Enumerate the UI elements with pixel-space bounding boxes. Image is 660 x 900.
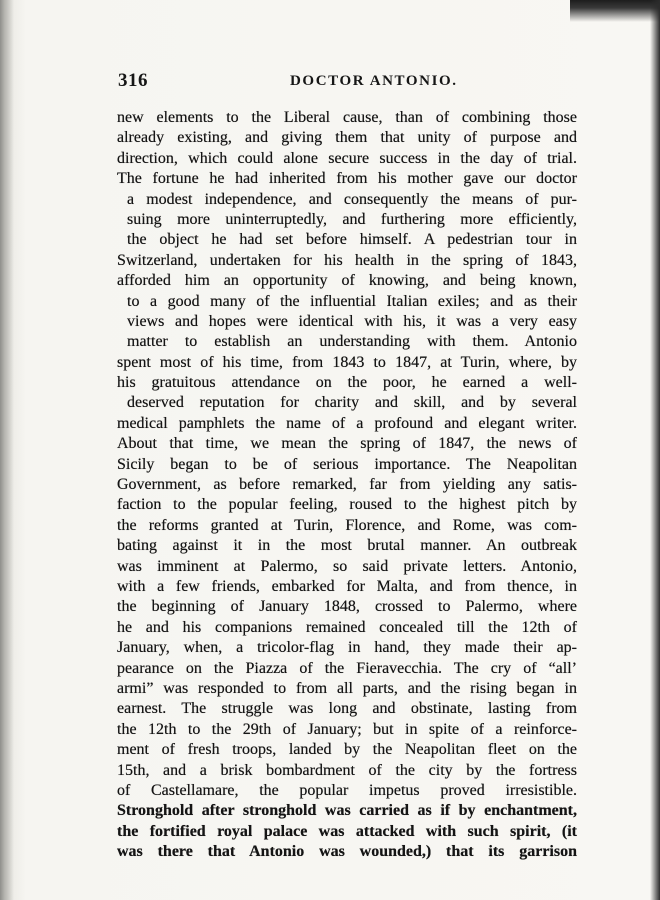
- text-line: faction to the popular feeling, roused to the highest pitch by: [117, 496, 577, 514]
- text-line: a modest independence, and consequently the means of pur-: [127, 190, 577, 208]
- text-line: January, when, a tricolor-flag in hand, they made their ap-: [117, 639, 577, 657]
- text-line: was there that Antonio was wounded,) that its garrison: [117, 843, 577, 861]
- text-line: matter to establish an understanding with them. Antonio: [127, 333, 577, 351]
- text-line: Switzerland, undertaken for his health in the spring of 1843,: [117, 251, 577, 269]
- running-head: DOCTOR ANTONIO.: [290, 73, 458, 89]
- text-line: the beginning of January 1848, crossed to Palermo, where: [117, 598, 577, 616]
- gutter-shadow: [0, 0, 14, 900]
- text-line: he and his companions remained concealed till the 12th of: [117, 618, 577, 636]
- page-number: 316: [118, 70, 148, 91]
- text-line: Stronghold after stronghold was carried as if by enchantment,: [117, 802, 577, 820]
- text-line: to a good many of the influential Italian exiles; and as their: [127, 292, 577, 310]
- text-line: earnest. The struggle was long and obstinate, lasting from: [117, 700, 577, 718]
- text-line: the fortified royal palace was attacked with such spirit, (it: [117, 822, 577, 840]
- text-line: views and hopes were identical with his, it was a very easy: [127, 312, 577, 330]
- body-text: [117, 108, 577, 862]
- page-header: [118, 70, 576, 96]
- text-line: 15th, and a brisk bombardment of the city by the fortress: [117, 761, 577, 779]
- text-line: armi” was responded to from all parts, and the rising began in: [117, 679, 577, 697]
- text-line: medical pamphlets the name of a profound and elegant writer.: [117, 414, 577, 432]
- scan-edge-top: [570, 0, 660, 22]
- text-line: Government, as before remarked, far from yielding any satis-: [117, 476, 577, 494]
- text-line: was imminent at Palermo, so said private letters. Antonio,: [117, 557, 577, 575]
- text-line: deserved reputation for charity and skill, and by several: [127, 394, 577, 412]
- text-line: new elements to the Liberal cause, than of combining those: [117, 109, 577, 126]
- text-line: The fortune he had inherited from his mother gave our doctor: [117, 170, 577, 188]
- text-line: direction, which could alone secure success in the day of trial.: [117, 149, 577, 167]
- text-line: afforded him an opportunity of knowing, and being known,: [117, 272, 577, 290]
- text-line: of Castellamare, the popular impetus proved irresistible.: [117, 781, 577, 799]
- text-line: his gratuitous attendance on the poor, he earned a well-: [117, 374, 577, 392]
- text-line: ment of fresh troops, landed by the Neapolitan fleet on the: [117, 741, 577, 759]
- text-line: Sicily began to be of serious importance. The Neapolitan: [117, 455, 577, 473]
- text-line: already existing, and giving them that unity of purpose and: [117, 129, 577, 147]
- text-line: bating against it in the most brutal manner. An outbreak: [117, 537, 577, 555]
- text-line: the reforms granted at Turin, Florence, and Rome, was com-: [117, 516, 577, 534]
- text-line: with a few friends, embarked for Malta, and from thence, in: [117, 577, 577, 595]
- text-line: spent most of his time, from 1843 to 1847, at Turin, where, by: [117, 353, 577, 371]
- text-line: pearance on the Piazza of the Fieravecchia. The cry of “all’: [117, 659, 577, 677]
- scan-edge-right: [650, 0, 660, 900]
- text-line: the object he had set before himself. A pedestrian tour in: [127, 231, 577, 249]
- text-line: About that time, we mean the spring of 1847, the news of: [117, 435, 577, 453]
- text-line: the 12th to the 29th of January; but in spite of a reinforce-: [117, 720, 577, 738]
- text-line: suing more uninterruptedly, and furthering more efficiently,: [127, 210, 577, 228]
